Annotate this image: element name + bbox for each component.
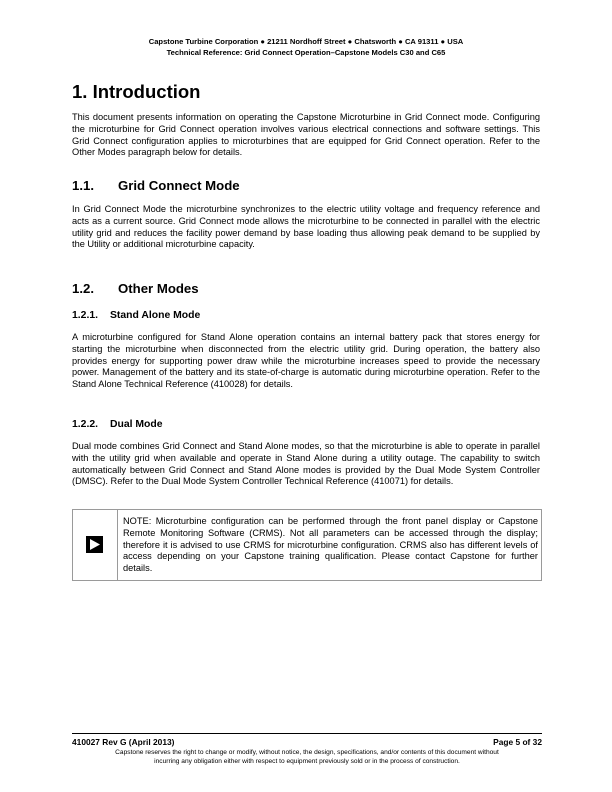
section-1-2-2-number: 1.2.2. (72, 419, 98, 430)
header-address: Capstone Turbine Corporation ● 21211 Nordhoff Street ● Chatsworth ● CA 91311 ● USA (148, 37, 464, 46)
section-1-title: Introduction (92, 81, 201, 102)
footer-disclaimer-line-2: incurring any obligation either with respect to equipment previously sold or in the process of construction. (154, 758, 460, 765)
section-1-2-2-heading (72, 419, 163, 430)
note-text: NOTE: Microturbine configuration can be performed through the front panel display or Capstone Remote Monitoring Software (CRMS). Not all parameters can be accessed through the display; therefore it is advised to use CRMS for microturbine configuration. CRMS also has different levels of access depending on your Capstone training qualification. Please contact Capstone for further details. (123, 516, 538, 574)
section-1-2-2-body: Dual mode combines Grid Connect and Stand Alone modes, so that the microturbine is able to operate in parallel with the utility grid when available and operate in Stand Alone during a utility outage. The capability to switch automatically between Grid Connect and Stand Alone modes is provided by the Dual Mode System Controller (DMSC). Refer to the Dual Mode System Controller Technical Reference (410071) for details. (72, 441, 540, 487)
note-icon-cell (73, 510, 118, 580)
section-1-2-heading (72, 281, 199, 296)
section-1-number: 1. (72, 81, 88, 102)
footer-page-number: Page 5 of 32 (493, 737, 542, 747)
section-1-2-2-title: Dual Mode (110, 419, 163, 430)
footer-disclaimer-line-1: Capstone reserves the right to change or modify, without notice, the design, specifications, and/or contents of this document without (115, 749, 499, 756)
section-1-1-heading (72, 178, 240, 193)
section-1-1-body: In Grid Connect Mode the microturbine synchronizes to the electric utility voltage and frequency reference and acts as a current source. Grid Connect mode allows the microturbine to be connected in parallel with the electric utility grid and reduces the facility power demand by base loading thus allowing peak demand to be supplied by the Utility or additional microturbine capacity. (72, 204, 540, 250)
footer-doc-id: 410027 Rev G (April 2013) (72, 737, 175, 747)
section-1-heading (72, 81, 200, 103)
note-arrow-icon (86, 536, 103, 553)
section-1-1-title: Grid Connect Mode (118, 178, 240, 193)
section-1-1-number: 1.1. (72, 178, 94, 193)
section-1-2-1-body: A microturbine configured for Stand Alone operation contains an internal battery pack that stores energy for starting the microturbine when disconnected from the electric utility grid. During operation, the battery also provides energy for supporting power draw while the microturbine increases speed to provide the necessary power. Management of the battery and its state-of-charge is automatic during microturbine operation. Refer to the Stand Alone Technical Reference (410028) for details. (72, 332, 540, 390)
section-1-2-1-number: 1.2.1. (72, 310, 98, 321)
section-1-2-number: 1.2. (72, 281, 94, 296)
footer-divider (72, 733, 542, 734)
page-header (0, 37, 612, 58)
note-box (72, 509, 542, 581)
section-1-body: This document presents information on operating the Capstone Microturbine in Grid Connect mode. Configuring the microturbine for Grid Connect operation involves various electrical connections and software settings. This Grid Connect configuration applies to microturbines that are equipped for Grid Connect operation. Refer to the Other Modes paragraph below for details. (72, 112, 540, 158)
section-1-2-title: Other Modes (118, 281, 199, 296)
section-1-2-1-title: Stand Alone Mode (110, 310, 201, 321)
footer-disclaimer (72, 748, 542, 766)
header-doc-title: Technical Reference: Grid Connect Operation–Capstone Models C30 and C65 (166, 47, 446, 57)
section-1-2-1-heading (72, 310, 200, 321)
